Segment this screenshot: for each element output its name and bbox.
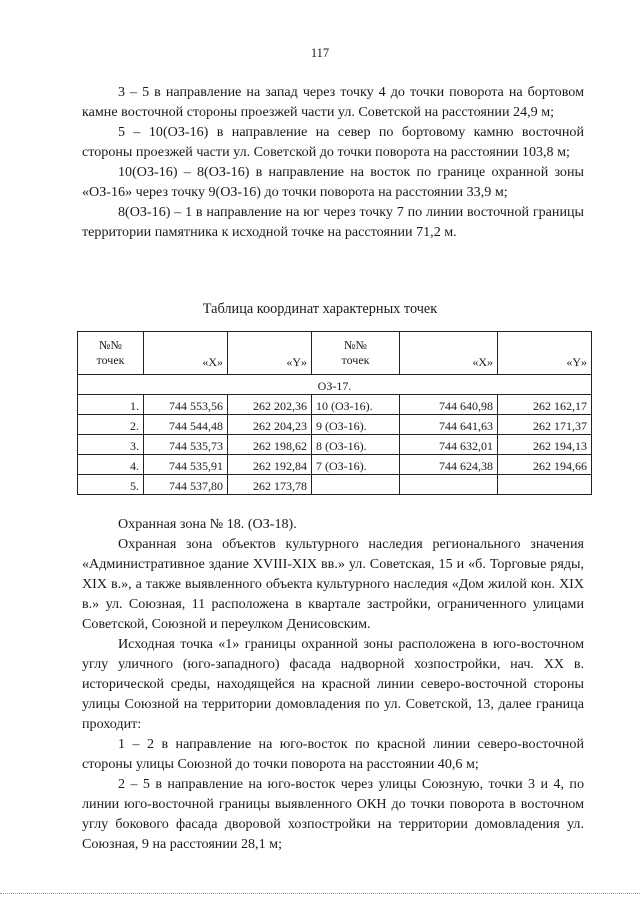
- cell-point: 2.: [78, 415, 144, 435]
- cell-x: 744 624,38: [400, 455, 498, 475]
- cell-point: 8 (ОЗ-16).: [312, 435, 400, 455]
- cell-x: 744 641,63: [400, 415, 498, 435]
- paragraph: Исходная точка «1» границы охранной зоны расположена в юго-восточном углу уличного (юго-западного) фасада надворной хозпостройки, нач. XX в. исторической среды, находящейся на красной линии северо-восточной стороны улицы Союзной на территории домовладения по ул. Советской, 13, далее граница проходит:: [82, 636, 584, 732]
- cell-x: 744 553,56: [144, 395, 228, 415]
- zone-label: ОЗ-17.: [78, 375, 592, 395]
- cell-y: 262 192,84: [228, 455, 312, 475]
- table-row: [78, 415, 592, 435]
- paragraph: 2 – 5 в направление на юго-восток через улицы Союзную, точки 3 и 4, по линии юго-восточной границы выявленного ОКН до точки поворота в восточном углу бокового фасада дворовой хозпостройки на территории домовладения ул. Союзная, 9 на расстоянии 28,1 м;: [82, 776, 584, 852]
- table-row: [78, 475, 592, 495]
- page-number: 117: [310, 46, 330, 60]
- table-row: [78, 455, 592, 475]
- cell-y: 262 204,23: [228, 415, 312, 435]
- cell-y: [498, 475, 592, 495]
- cell-point: [312, 475, 400, 495]
- paragraph: 10(ОЗ-16) – 8(ОЗ-16) в направление на восток по границе охранной зоны «ОЗ-16» через точку 9(ОЗ-16) до точки поворота на расстоянии 33,9 м;: [82, 164, 584, 200]
- header-x: «X»: [144, 332, 228, 375]
- paragraph: Охранная зона объектов культурного наследия регионального значения «Административное здание XVIII-XIX вв.» ул. Советская, 15 и «б. Торговые ряды, XIX в.», а также выявленного объекта культурного наследия «Дом жилой кон. XIX в.» ул. Союзная, 11 расположена в квартале застройки, ограниченного улицами Советской, Союзной и переулком Денисовским.: [82, 536, 584, 632]
- cell-y: 262 202,36: [228, 395, 312, 415]
- cell-y: 262 173,78: [228, 475, 312, 495]
- cell-point: 7 (ОЗ-16).: [312, 455, 400, 475]
- cell-point: 1.: [78, 395, 144, 415]
- header-num-sub: точек: [78, 353, 144, 375]
- table-title: Таблица координат характерных точек: [202, 301, 438, 317]
- cell-y: 262 162,17: [498, 395, 592, 415]
- cell-x: 744 640,98: [400, 395, 498, 415]
- header-x: «X»: [400, 332, 498, 375]
- cell-x: [400, 475, 498, 495]
- cell-y: 262 194,13: [498, 435, 592, 455]
- coordinates-table: [77, 331, 592, 495]
- cell-x: 744 632,01: [400, 435, 498, 455]
- cell-x: 744 544,48: [144, 415, 228, 435]
- section-heading: Охранная зона № 18. (ОЗ-18).: [118, 516, 297, 532]
- paragraph: 5 – 10(ОЗ-16) в направление на север по бортовому камню восточной стороны проезжей части ул. Советской до точки поворота на расстоянии 103,8 м;: [82, 124, 584, 160]
- paragraph: 8(ОЗ-16) – 1 в направление на юг через точку 7 по линии восточной границы территории памятника к исходной точке на расстоянии 71,2 м.: [82, 204, 584, 240]
- paragraph: 3 – 5 в направление на запад через точку 4 до точки поворота на бортовом камне восточной стороны проезжей части ул. Советской на расстоянии 24,9 м;: [82, 84, 584, 120]
- cell-y: 262 198,62: [228, 435, 312, 455]
- cell-y: 262 171,37: [498, 415, 592, 435]
- header-num-sub: точек: [312, 353, 400, 375]
- table-header-row: [78, 332, 592, 354]
- cell-x: 744 535,91: [144, 455, 228, 475]
- zone18-text-block: [82, 514, 584, 854]
- header-num: №№: [312, 332, 400, 354]
- table-row: [78, 395, 592, 415]
- intro-text-block: [82, 82, 584, 242]
- zone-row: [78, 375, 592, 395]
- cell-point: 5.: [78, 475, 144, 495]
- cell-y: 262 194,66: [498, 455, 592, 475]
- header-y: «Y»: [228, 332, 312, 375]
- header-y: «Y»: [498, 332, 592, 375]
- paragraph: 1 – 2 в направление на юго-восток по красной линии северо-восточной стороны улицы Союзной до точки поворота на расстоянии 40,6 м;: [82, 736, 584, 772]
- cell-point: 3.: [78, 435, 144, 455]
- scan-edge-line: [0, 893, 640, 896]
- cell-x: 744 537,80: [144, 475, 228, 495]
- cell-point: 4.: [78, 455, 144, 475]
- table-row: [78, 435, 592, 455]
- header-num: №№: [78, 332, 144, 354]
- cell-point: 10 (ОЗ-16).: [312, 395, 400, 415]
- cell-x: 744 535,73: [144, 435, 228, 455]
- cell-point: 9 (ОЗ-16).: [312, 415, 400, 435]
